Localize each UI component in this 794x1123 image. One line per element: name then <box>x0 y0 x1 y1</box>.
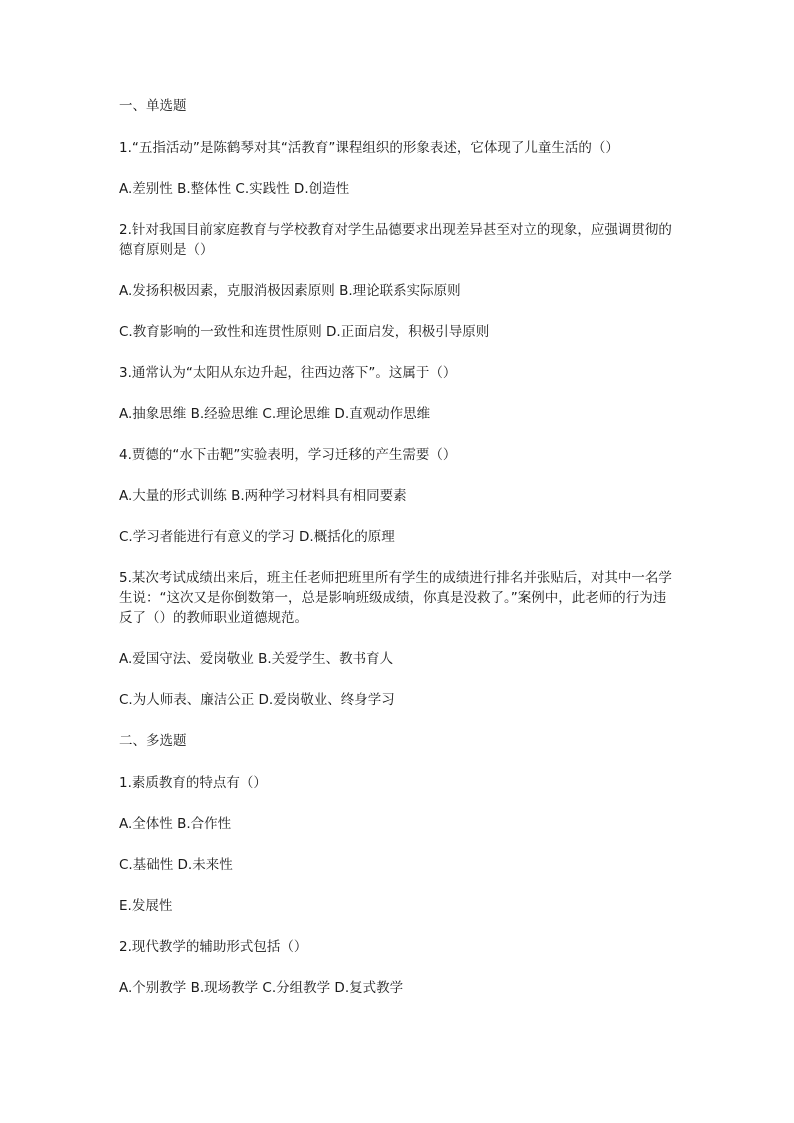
question-stem: 2.现代教学的辅助形式包括（） <box>119 939 308 955</box>
section-heading-single-choice: 一、单选题 <box>119 98 187 114</box>
question-options: C.教育影响的一致性和连贯性原则 D.正面启发，积极引导原则 <box>119 324 490 340</box>
question-stem: 1.素质教育的特点有（） <box>119 775 267 791</box>
question-stem: 2.针对我国目前家庭教育与学校教育对学生品德要求出现差异甚至对立的现象，应强调贯彻的德育原则是（） <box>119 222 672 258</box>
question-stem: 3.通常认为“太阳从东边升起，往西边落下”。这属于（） <box>119 365 457 381</box>
question-options: A.爱国守法、爱岗敬业 B.关爱学生、教书育人 <box>119 651 394 667</box>
question-stem: 4.贾德的“水下击靶”实验表明，学习迁移的产生需要（） <box>119 447 457 463</box>
question-options: A.大量的形式训练 B.两种学习材料具有相同要素 <box>119 488 407 504</box>
question-options: C.为人师表、廉洁公正 D.爱岗敬业、终身学习 <box>119 692 395 708</box>
question-stem: 1.“五指活动”是陈鹤琴对其“活教育”课程组织的形象表述，它体现了儿童生活的（） <box>119 140 619 156</box>
question-options: A.发扬积极因素，克服消极因素原则 B.理论联系实际原则 <box>119 283 461 299</box>
question-options: A.全体性 B.合作性 <box>119 816 232 832</box>
question-options: E.发展性 <box>119 898 173 914</box>
question-options: A.个别教学 B.现场教学 C.分组教学 D.复式教学 <box>119 980 404 996</box>
section-heading-multiple-choice: 二、多选题 <box>119 733 187 749</box>
question-options: C.学习者能进行有意义的学习 D.概括化的原理 <box>119 529 395 545</box>
document-content <box>119 96 679 1019</box>
question-stem: 5.某次考试成绩出来后，班主任老师把班里所有学生的成绩进行排名并张贴后，对其中一名学生说：“这次又是你倒数第一，总是影响班级成绩，你真是没救了。”案例中，此老师的行为违反了（）的教师职业道德规范。 <box>119 570 672 626</box>
question-options: C.基础性 D.未来性 <box>119 857 233 873</box>
question-options: A.差别性 B.整体性 C.实践性 D.创造性 <box>119 181 350 197</box>
question-options: A.抽象思维 B.经验思维 C.理论思维 D.直观动作思维 <box>119 406 431 422</box>
